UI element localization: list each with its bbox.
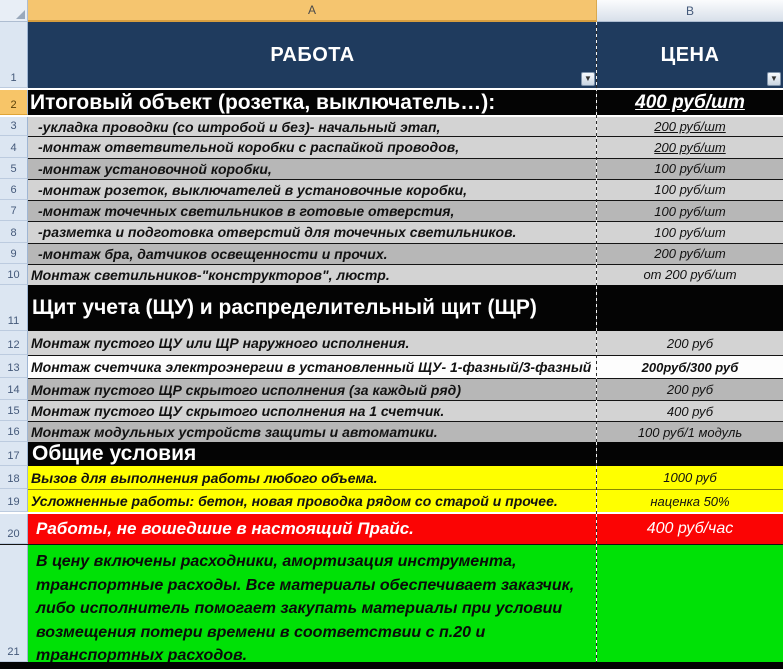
table-row (0, 179, 783, 200)
cell-text: 100 руб/шт (654, 161, 726, 177)
cell-a8[interactable] (28, 221, 597, 242)
column-header-a[interactable]: A (28, 0, 597, 22)
table-row (0, 22, 783, 90)
table-row (0, 489, 783, 512)
next-row-edge (0, 662, 783, 669)
cell-a19[interactable] (28, 489, 597, 512)
autofilter-dropdown-icon[interactable]: ▼ (581, 72, 595, 86)
cell-b7[interactable] (597, 200, 783, 221)
cell-text: 100 руб/шт (654, 182, 726, 198)
cell-text: 200 руб (666, 382, 714, 397)
cell-text: 1000 руб (663, 470, 717, 485)
note-line: либо исполнитель помогает закупать материалы при условии (36, 600, 563, 617)
cell-a12[interactable] (28, 331, 597, 355)
table-row (0, 221, 783, 242)
note-line: транспортные расходы. Все материалы обеспечивает заказчик, (36, 576, 575, 594)
cell-a9[interactable] (28, 243, 597, 264)
cell-a17-section[interactable] (28, 442, 597, 466)
cell-b14[interactable] (597, 378, 783, 400)
cell-b9[interactable] (597, 243, 783, 264)
cell-a10[interactable] (28, 264, 597, 285)
cell-a3[interactable] (28, 117, 597, 136)
row-header-17[interactable]: 17 (0, 442, 28, 466)
cell-text: -монтаж установочной коробки, (38, 160, 272, 177)
cell-text: 200 руб/шт (654, 139, 726, 155)
cell-text: -монтаж ответвительной коробки с распайкой проводов, (38, 139, 460, 156)
cell-text: Монтаж светильников-"конструкторов", люстр. (31, 266, 390, 283)
note-line: транспортных расходов. (36, 647, 248, 662)
row-header-11[interactable]: 11 (0, 285, 28, 331)
cell-text: Монтаж счетчика электроэнергии в установленный ЩУ- 1-фазный/3-фазный (31, 359, 592, 375)
section-title: Общие условия (32, 442, 197, 465)
cell-text: Работы, не вошедшие в настоящий Прайс. (36, 519, 414, 538)
table-row (0, 243, 783, 264)
table-row (0, 512, 783, 544)
row-header-8[interactable]: 8 (0, 221, 28, 242)
row-header-1[interactable]: 1 (0, 22, 28, 88)
cell-a2[interactable] (28, 90, 597, 115)
cell-a15[interactable] (28, 400, 597, 421)
cell-text: 400 руб/час (646, 520, 734, 537)
row-header-18[interactable]: 18 (0, 466, 28, 489)
terms-note (28, 545, 582, 662)
row-header-20[interactable]: 20 (0, 514, 28, 544)
table-row (0, 158, 783, 179)
table-row (0, 378, 783, 400)
cell-a20[interactable] (28, 514, 597, 544)
cell-b11[interactable] (597, 285, 783, 331)
table-row (0, 136, 783, 157)
cell-b5[interactable] (597, 158, 783, 179)
note-line: В цену включены расходники, амортизация инструмента, (36, 553, 517, 570)
cell-text: -монтаж бра, датчиков освещенности и прочих. (38, 245, 388, 262)
row-header-19[interactable]: 19 (0, 489, 28, 512)
cell-a7[interactable] (28, 200, 597, 221)
cell-b18[interactable] (597, 466, 783, 489)
cell-text: 100 руб/шт (654, 203, 726, 219)
cell-b13[interactable] (597, 355, 783, 378)
note-line: возмещения потери времени в соответствии с п.20 и (36, 623, 486, 641)
row-header-9[interactable]: 9 (0, 243, 28, 264)
table-row (0, 200, 783, 221)
cell-b4[interactable] (597, 136, 783, 157)
row-header-4[interactable]: 4 (0, 136, 28, 157)
table-row (0, 355, 783, 378)
cell-a16[interactable] (28, 421, 597, 442)
cell-a18[interactable] (28, 466, 597, 489)
cell-text: Монтаж пустого ЩУ или ЩР наружного исполнения. (31, 335, 410, 351)
table-row (0, 466, 783, 489)
cell-a11-section[interactable] (28, 285, 597, 331)
cell-a14[interactable] (28, 378, 597, 400)
select-all-corner[interactable] (0, 0, 28, 22)
column-header-strip (0, 0, 783, 22)
cell-text: 400 руб (666, 403, 714, 419)
cell-text: -монтаж точечных светильников в готовые отверстия, (38, 203, 455, 220)
cell-text: 200руб/300 руб (641, 359, 739, 375)
row-header-5[interactable]: 5 (0, 158, 28, 179)
table-row (0, 442, 783, 466)
cell-text: наценка 50% (650, 493, 730, 509)
column-header-b[interactable]: B (597, 0, 783, 22)
row-header-7[interactable]: 7 (0, 200, 28, 221)
cell-b16[interactable] (597, 421, 783, 442)
cell-a6[interactable] (28, 179, 597, 200)
cell-text: 400 руб/шт (635, 91, 745, 113)
table-row (0, 421, 783, 442)
cell-text: -укладка проводки (со штробой и без)- начальный этап, (38, 118, 441, 135)
row-header-15[interactable]: 15 (0, 400, 28, 421)
table-row (0, 544, 783, 662)
cell-text: Вызов для выполнения работы любого объема. (31, 469, 378, 486)
cell-b8[interactable] (597, 221, 783, 242)
row-header-2[interactable]: 2 (0, 90, 28, 115)
select-all-triangle-icon (16, 10, 25, 19)
cell-text: от 200 руб/шт (643, 267, 737, 283)
row-header-3[interactable]: 3 (0, 117, 28, 136)
row-header-14[interactable]: 14 (0, 378, 28, 400)
cell-b6[interactable] (597, 179, 783, 200)
table-row (0, 90, 783, 115)
row-header-6[interactable]: 6 (0, 179, 28, 200)
cell-a1-rabota[interactable] (28, 22, 597, 88)
cell-text: Усложненные работы: бетон, новая проводка рядом со старой и прочее. (31, 493, 558, 509)
cell-a4[interactable] (28, 136, 597, 157)
table-row (0, 264, 783, 285)
cell-a5[interactable] (28, 158, 597, 179)
cell-b17[interactable] (597, 442, 783, 466)
row-header-21[interactable]: 21 (0, 545, 28, 662)
row-header-12[interactable]: 12 (0, 331, 28, 355)
cell-b1-cena[interactable] (597, 22, 783, 88)
autofilter-dropdown-icon[interactable]: ▼ (767, 72, 781, 86)
cell-text: Монтаж пустого ЩУ скрытого исполнения на 1 счетчик. (31, 403, 445, 419)
cell-b2[interactable] (597, 90, 783, 115)
price-column-title: ЦЕНА (660, 43, 720, 66)
cell-text: Монтаж пустого ЩР скрытого исполнения (за каждый ряд) (31, 381, 461, 398)
cell-a13[interactable] (28, 355, 597, 378)
section-title: Щит учета (ЩУ) и распределительный щит (ЩР) (32, 296, 537, 319)
cell-text: Итоговый объект (розетка, выключатель…): (30, 90, 496, 114)
cell-b19[interactable] (597, 489, 783, 512)
table-row (0, 285, 783, 331)
row-header-16[interactable]: 16 (0, 421, 28, 442)
cell-b3[interactable] (597, 117, 783, 136)
table-row (0, 331, 783, 355)
table-row (0, 115, 783, 136)
cell-a21-note[interactable] (28, 545, 597, 662)
cell-text: 100 руб/шт (654, 224, 726, 240)
cell-text: 100 руб/1 модуль (637, 424, 743, 440)
cell-b20[interactable] (597, 514, 783, 544)
cell-b21[interactable] (597, 545, 783, 662)
cell-text: 200 руб/шт (654, 119, 726, 135)
row-header-10[interactable]: 10 (0, 264, 28, 285)
cell-b10[interactable] (597, 264, 783, 285)
cell-text: 200 руб/шт (654, 246, 726, 262)
cell-b12[interactable] (597, 331, 783, 355)
cell-b15[interactable] (597, 400, 783, 421)
table-row (0, 400, 783, 421)
cell-text: -монтаж розеток, выключателей в установочные коробки, (38, 181, 468, 198)
cell-text: 200 руб (666, 335, 714, 351)
work-column-title: РАБОТА (270, 43, 355, 66)
row-header-13[interactable]: 13 (0, 355, 28, 378)
cell-text: -разметка и подготовка отверстий для точечных светильников. (38, 224, 517, 241)
cell-text: Монтаж модульных устройств защиты и автоматики. (31, 424, 438, 440)
